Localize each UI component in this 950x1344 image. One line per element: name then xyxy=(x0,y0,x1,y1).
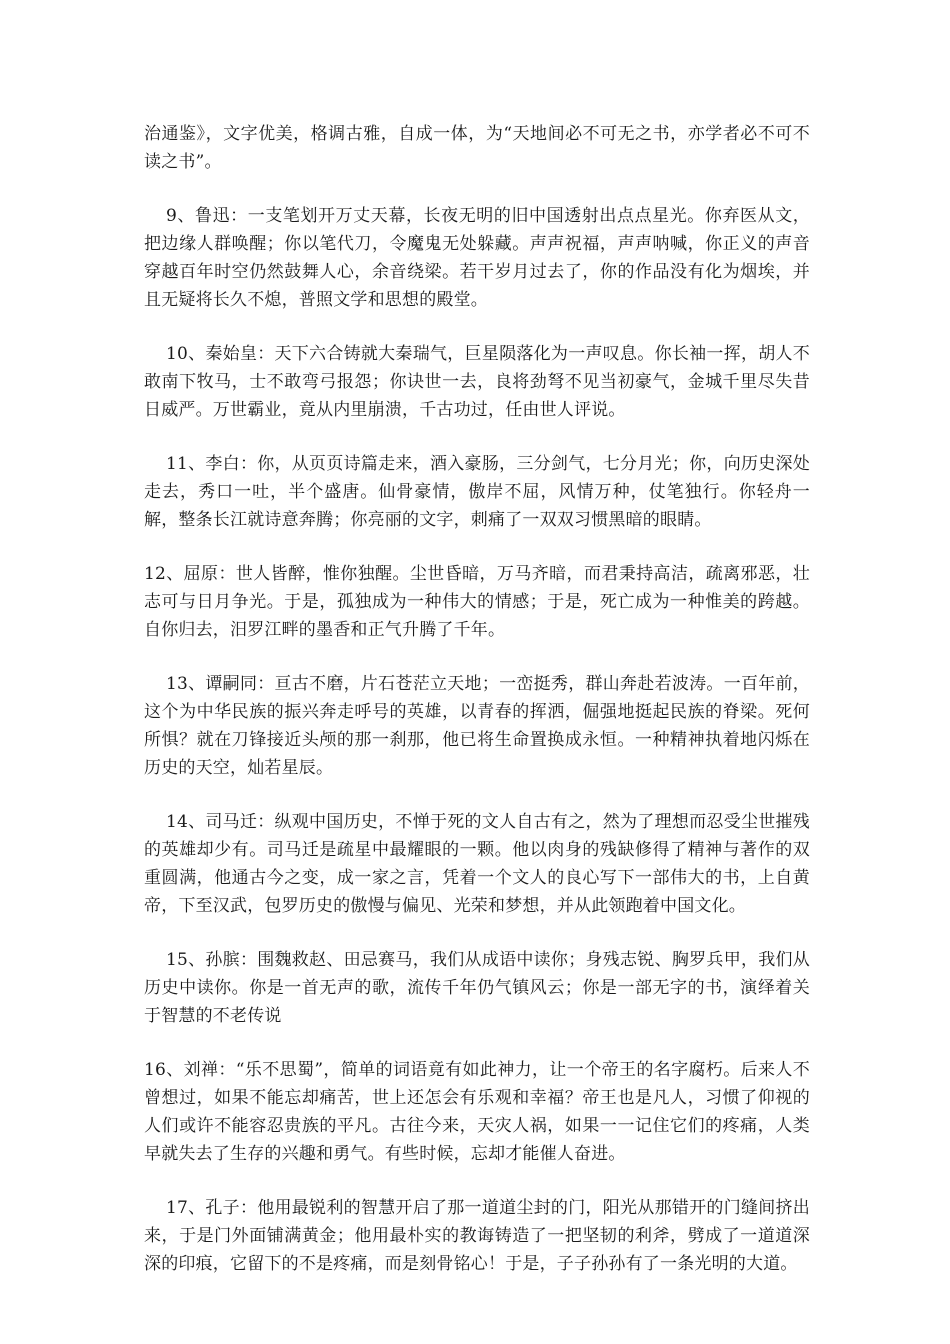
document-page xyxy=(144,120,810,1304)
paragraph-sima-qian: 14、司马迁：纵观中国历史，不惮于死的文人自古有之，然为了理想而忍受尘世摧残的英雄却少有。司马迁是疏星中最耀眼的一颗。他以肉身的残缺修得了精神与著作的双重圆满，他通古今之变，成一家之言，凭着一个文人的良心写下一部伟大的书，上自黄帝，下至汉武，包罗历史的傲慢与偏见、光荣和梦想，并从此领跑着中国文化。 xyxy=(144,812,810,916)
paragraph-confucius: 17、孔子：他用最锐利的智慧开启了那一道道尘封的门，阳光从那错开的门缝间挤出来，于是门外面铺满黄金；他用最朴实的教诲铸造了一把坚韧的利斧，劈成了一道道深深的印痕，它留下的不是疼痛，而是刻骨铭心！于是，子子孙孙有了一条光明的大道。 xyxy=(144,1198,810,1274)
paragraph-sun-bin: 15、孙膑：围魏救赵、田忌赛马，我们从成语中读你；身残志锐、胸罗兵甲，我们从历史中读你。你是一首无声的歌，流传千年仍气镇风云；你是一部无字的书，演绎着关于智慧的不老传说 xyxy=(144,950,810,1026)
paragraph-liu-shan: 16、刘禅：“乐不思蜀”，简单的词语竟有如此神力，让一个帝王的名字腐朽。后来人不曾想过，如果不能忘却痛苦，世上还怎会有乐观和幸福？帝王也是凡人，习惯了仰视的人们或许不能容忍贵族的平凡。古往今来，天灾人祸，如果一一记住它们的疼痛，人类早就失去了生存的兴趣和勇气。有些时候，忘却才能催人奋进。 xyxy=(144,1060,810,1164)
paragraph-tan-sitong: 13、谭嗣同：亘古不磨，片石苍茫立天地；一峦挺秀，群山奔赴若波涛。一百年前，这个为中华民族的振兴奔走呼号的英雄，以青春的挥洒，倔强地挺起民族的脊梁。死何所惧？就在刀锋接近头颅的那一刹那，他已将生命置换成永恒。一种精神执着地闪烁在历史的天空，灿若星辰。 xyxy=(144,674,810,778)
paragraph-li-bai: 11、李白：你，从页页诗篇走来，酒入豪肠，三分剑气，七分月光；你，向历史深处走去，秀口一吐，半个盛唐。仙骨豪情，傲岸不屈，风情万种，仗笔独行。你轻舟一解，整条长江就诗意奔腾；你亮丽的文字，刺痛了一双双习惯黑暗的眼睛。 xyxy=(144,454,810,530)
paragraph-qin-shi-huang: 10、秦始皇：天下六合铸就大秦瑞气，巨星陨落化为一声叹息。你长袖一挥，胡人不敢南下牧马，士不敢弯弓报怨；你诀世一去，良将劲弩不见当初豪气，金城千里尽失昔日威严。万世霸业，竟从内里崩溃，千古功过，任由世人评说。 xyxy=(144,344,810,420)
paragraph-lu-xun: 9、鲁迅：一支笔划开万丈天幕，长夜无明的旧中国透射出点点星光。你弃医从文，把边缘人群唤醒；你以笔代刀，令魔鬼无处躲藏。声声祝福，声声呐喊，你正义的声音穿越百年时空仍然鼓舞人心，余音绕梁。若干岁月过去了，你的作品没有化为烟埃，并且无疑将长久不熄，普照文学和思想的殿堂。 xyxy=(144,206,810,310)
paragraph-qu-yuan: 12、屈原：世人皆醉，惟你独醒。尘世昏暗，万马齐暗，而君秉持高洁，疏离邪恶，壮志可与日月争光。于是，孤独成为一种伟大的情感；于是，死亡成为一种惟美的跨越。自你归去，汨罗江畔的墨香和正气升腾了千年。 xyxy=(144,564,810,640)
paragraph-intro-continuation: 治通鉴》，文字优美，格调古雅，自成一体，为“天地间必不可无之书，亦学者必不可不读之书”。 xyxy=(144,124,810,172)
